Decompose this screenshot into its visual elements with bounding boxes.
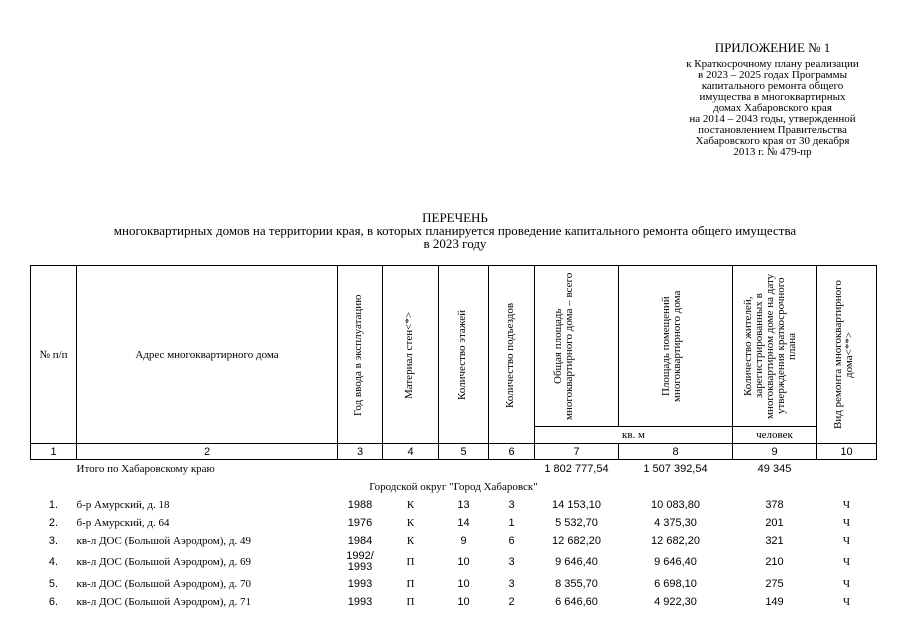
document-heading bbox=[30, 211, 880, 250]
row-material: К bbox=[406, 516, 415, 529]
row-repair: Ч bbox=[842, 534, 851, 547]
column-number: 7 bbox=[535, 444, 619, 460]
row-floors: 13 bbox=[457, 498, 470, 511]
column-number: 6 bbox=[489, 444, 535, 460]
row-total-area: 6 646,60 bbox=[555, 595, 598, 608]
row-premises-area: 10 083,80 bbox=[651, 498, 700, 511]
appendix-line: домах Хабаровского края bbox=[713, 102, 832, 114]
column-number: 1 bbox=[31, 444, 77, 460]
appendix-block bbox=[650, 40, 895, 158]
row-material: П bbox=[406, 556, 415, 568]
row-year: 1993 bbox=[347, 595, 373, 608]
column-number: 9 bbox=[733, 444, 817, 460]
row-floors: 9 bbox=[460, 534, 467, 547]
heading-title: ПЕРЕЧЕНЬ bbox=[422, 210, 488, 225]
appendix-lines bbox=[650, 59, 895, 158]
row-entrances: 2 bbox=[508, 595, 515, 608]
row-year: 1984 bbox=[347, 534, 373, 547]
row-material: П bbox=[406, 595, 415, 608]
appendix-line: Хабаровского края от 30 декабря bbox=[695, 135, 850, 147]
heading-subtitle: многоквартирных домов на территории края, в которых планируется проведение капитального ремонта общего имущества bbox=[113, 223, 797, 238]
appendix-line: имущества в многоквартирных bbox=[699, 91, 846, 103]
row-floors: 10 bbox=[457, 577, 470, 590]
row-address: кв-л ДОС (Большой Аэродром), д. 71 bbox=[76, 595, 252, 608]
row-total-area: 14 153,10 bbox=[552, 498, 601, 511]
appendix-line: постановлением Правительства bbox=[698, 124, 847, 136]
table-row bbox=[31, 514, 877, 532]
row-floors: 14 bbox=[457, 516, 470, 529]
header-residents: Количество жителей, зарегистрированных в многоквартирном доме на дату утверждения краткосрочного плана bbox=[733, 266, 817, 427]
row-entrances: 3 bbox=[508, 556, 515, 568]
row-floors: 10 bbox=[457, 556, 470, 568]
row-year-line: 1993 bbox=[347, 561, 373, 573]
header-row bbox=[31, 266, 877, 427]
header-address: Адрес многоквартирного дома bbox=[77, 266, 338, 444]
row-premises-area: 12 682,20 bbox=[651, 534, 700, 547]
row-repair: Ч bbox=[842, 498, 851, 511]
row-repair: Ч bbox=[842, 516, 851, 529]
header-total-area: Общая площадь многоквартирного дома – всего bbox=[535, 266, 619, 427]
total-row bbox=[31, 460, 877, 478]
row-premises-area: 4 375,30 bbox=[654, 516, 697, 529]
appendix-line: капитального ремонта общего bbox=[701, 80, 844, 92]
column-number: 10 bbox=[817, 444, 877, 460]
total-premises-area: 1 507 392,54 bbox=[643, 462, 708, 475]
houses-table bbox=[30, 265, 876, 611]
row-number: 6. bbox=[48, 595, 59, 608]
row-address: кв-л ДОС (Большой Аэродром), д. 49 bbox=[76, 534, 252, 547]
row-premises-area: 6 698,10 bbox=[654, 577, 697, 590]
row-number: 4. bbox=[48, 556, 59, 568]
appendix-line: в 2023 – 2025 годах Программы bbox=[698, 69, 847, 81]
row-premises-area: 9 646,40 bbox=[654, 556, 697, 568]
table-row bbox=[31, 575, 877, 593]
row-number: 3. bbox=[48, 534, 59, 547]
district-row bbox=[31, 478, 877, 496]
row-entrances: 3 bbox=[508, 498, 515, 511]
row-repair: Ч bbox=[842, 595, 851, 608]
column-numbers-row bbox=[31, 444, 877, 460]
table-body bbox=[31, 496, 877, 611]
column-number: 3 bbox=[338, 444, 383, 460]
row-address: б-р Амурский, д. 18 bbox=[76, 498, 170, 511]
row-address: кв-л ДОС (Большой Аэродром), д. 70 bbox=[76, 577, 252, 590]
row-material: К bbox=[406, 498, 415, 511]
row-residents: 210 bbox=[765, 556, 784, 568]
appendix-line: на 2014 – 2043 годы, утвержденной bbox=[689, 113, 856, 125]
unit-people: человек bbox=[733, 427, 817, 444]
table-row bbox=[31, 496, 877, 514]
row-residents: 275 bbox=[765, 577, 784, 590]
row-residents: 201 bbox=[765, 516, 784, 529]
header-entrances: Количество подъездов bbox=[489, 266, 535, 444]
row-number: 1. bbox=[48, 498, 59, 511]
row-year: 1976 bbox=[347, 516, 373, 529]
column-number: 2 bbox=[77, 444, 338, 460]
row-year bbox=[338, 550, 383, 575]
column-number: 4 bbox=[383, 444, 439, 460]
row-total-area: 12 682,20 bbox=[552, 534, 601, 547]
row-residents: 321 bbox=[765, 534, 784, 547]
total-label: Итого по Хабаровскому краю bbox=[76, 462, 215, 475]
row-entrances: 3 bbox=[508, 577, 515, 590]
row-residents: 149 bbox=[765, 595, 784, 608]
district-name: Городской округ "Город Хабаровск" bbox=[369, 480, 538, 493]
appendix-title: ПРИЛОЖЕНИЕ № 1 bbox=[714, 40, 831, 55]
row-residents: 378 bbox=[765, 498, 784, 511]
row-address: кв-л ДОС (Большой Аэродром), д. 69 bbox=[76, 556, 252, 568]
header-floors: Количество этажей bbox=[439, 266, 489, 444]
total-residents: 49 345 bbox=[757, 462, 792, 475]
column-number: 5 bbox=[439, 444, 489, 460]
row-address: б-р Амурский, д. 64 bbox=[76, 516, 170, 529]
row-year: 1993 bbox=[347, 577, 373, 590]
header-year: Год ввода в эксплуатацию bbox=[338, 266, 383, 444]
row-entrances: 6 bbox=[508, 534, 515, 547]
header-repair-type: Вид ремонта многоквартирного дома<**> bbox=[817, 266, 877, 444]
heading-year: в 2023 году bbox=[423, 236, 487, 251]
row-repair: Ч bbox=[842, 577, 851, 590]
row-premises-area: 4 922,30 bbox=[654, 595, 697, 608]
table-row bbox=[31, 550, 877, 575]
row-total-area: 5 532,70 bbox=[555, 516, 598, 529]
row-total-area: 9 646,40 bbox=[555, 556, 598, 568]
row-year-line: 1992/ bbox=[346, 550, 374, 562]
row-floors: 10 bbox=[457, 595, 470, 608]
appendix-line: 2013 г. № 479-пр bbox=[733, 146, 812, 158]
header-material: Материал стен<*> bbox=[383, 266, 439, 444]
row-number: 5. bbox=[48, 577, 59, 590]
unit-area: кв. м bbox=[535, 427, 733, 444]
header-premises-area: Площадь помещений многоквартирного дома bbox=[619, 266, 733, 427]
header-num: № п/п bbox=[31, 266, 77, 444]
total-area: 1 802 777,54 bbox=[544, 462, 609, 475]
column-number: 8 bbox=[619, 444, 733, 460]
row-material: К bbox=[406, 534, 415, 547]
row-repair: Ч bbox=[842, 556, 851, 568]
row-entrances: 1 bbox=[508, 516, 515, 529]
row-year: 1988 bbox=[347, 498, 373, 511]
row-number: 2. bbox=[48, 516, 59, 529]
appendix-line: к Краткосрочному плану реализации bbox=[686, 58, 859, 70]
row-material: П bbox=[406, 577, 415, 590]
table-row bbox=[31, 532, 877, 550]
table-row bbox=[31, 593, 877, 611]
row-total-area: 8 355,70 bbox=[555, 577, 598, 590]
